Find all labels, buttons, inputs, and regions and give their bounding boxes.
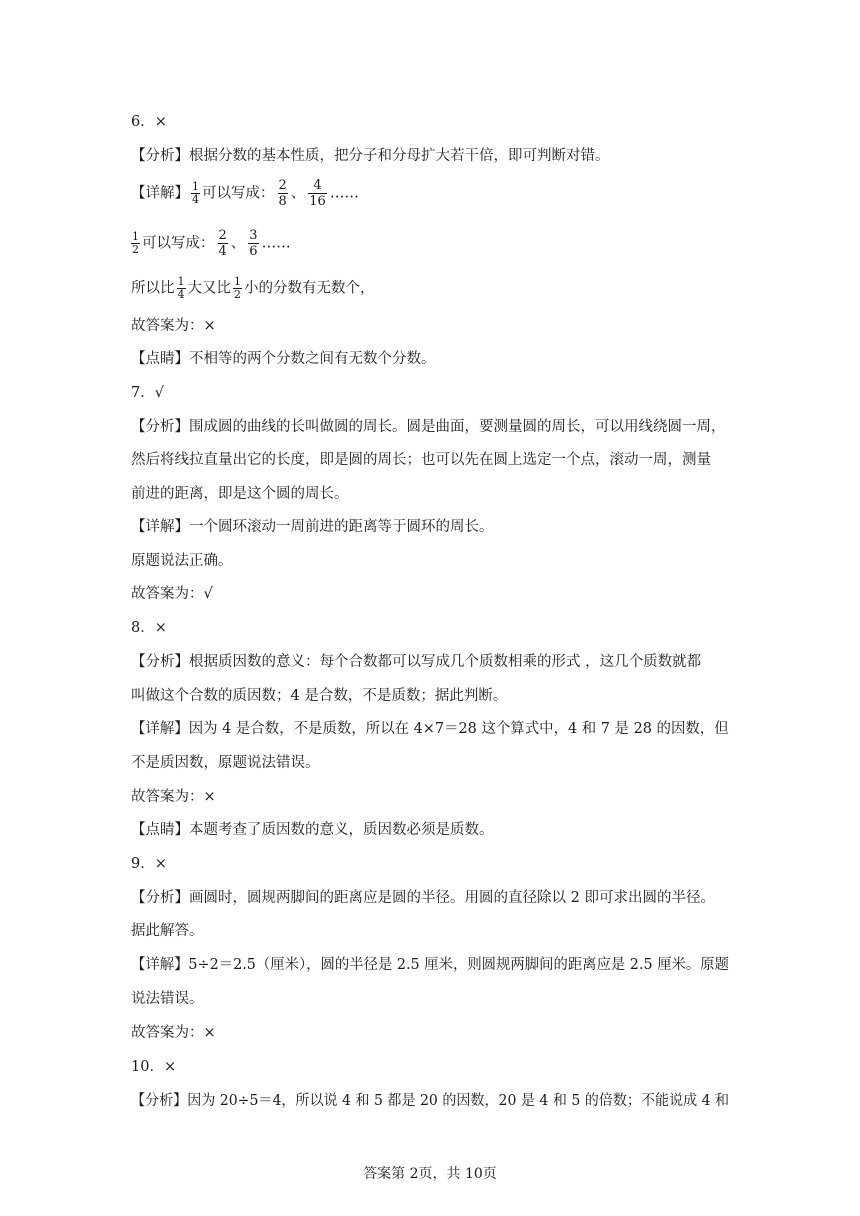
fraction-one-half: $\frac{1}{2}$ xyxy=(132,230,139,256)
q6-number: 6．× xyxy=(131,114,167,130)
ellipsis: …… xyxy=(261,235,291,252)
fraction-three-sixths: $\frac{3}{6}$ xyxy=(249,228,258,259)
fraction-two-eighths: $\frac{2}{8}$ xyxy=(278,178,287,209)
fraction-two-quarters: $\frac{2}{4}$ xyxy=(218,228,227,259)
q7-analysis-line-1: 【分析】围成圆的曲线的长叫做圆的周长。圆是曲面，要测量圆的周长，可以用线绕圆一周， xyxy=(131,419,726,435)
q8-answer: 故答案为：× xyxy=(131,789,216,805)
q10-analysis-line-1: 【分析】因为 20÷5＝4，所以说 4 和 5 都是 20 的因数，20 是 4 和 5 的倍数；不能说成 4 和 xyxy=(131,1093,730,1109)
q9-detail-line-2: 说法错误。 xyxy=(131,991,204,1007)
q9-number: 9．× xyxy=(131,856,167,872)
q9-analysis-line-1: 【分析】画圆时，圆规两脚间的距离应是圆的半径。用圆的直径除以 2 即可求出圆的半径。 xyxy=(131,890,715,906)
so-than-text: 所以比 xyxy=(131,280,175,297)
q7-detail: 【详解】一个圆环滚动一周前进的距离等于圆环的周长。 xyxy=(131,519,494,535)
q9-answer: 故答案为：× xyxy=(131,1025,216,1041)
q7-answer: 故答案为：√ xyxy=(131,586,213,602)
page-footer: 答案第 2页，共 10页 xyxy=(363,1166,497,1182)
q6-half-line xyxy=(131,228,291,259)
fraction-one-quarter: $\frac{1}{4}$ xyxy=(177,275,185,301)
ellipsis: …… xyxy=(329,185,359,202)
q9-analysis-line-2: 据此解答。 xyxy=(131,923,204,939)
q6-answer: 故答案为：× xyxy=(131,318,216,334)
separator: 、 xyxy=(230,235,246,252)
q6-analysis: 【分析】根据分数的基本性质，把分子和分母扩大若干倍，即可判断对错。 xyxy=(131,148,610,164)
q7-analysis-line-3: 前进的距离，即是这个圆的周长。 xyxy=(131,486,349,502)
fraction-four-sixteenths: $\frac{4}{16}$ xyxy=(309,178,326,209)
q7-analysis-line-2: 然后将线拉直量出它的长度，即是圆的周长；也可以先在圆上选定一个点，滚动一周，测量 xyxy=(131,452,711,468)
q6-conclusion-line xyxy=(131,276,375,301)
bigger-than-text: 大又比 xyxy=(187,280,231,297)
q8-analysis-line-1: 【分析】根据质因数的意义：每个合数都可以写成几个质数相乘的形式 ，这几个质数就都 xyxy=(131,654,702,670)
q8-detail-line-1: 【详解】因为 4 是合数，不是质数，所以在 4×7＝28 这个算式中，4 和 7 是 28 的因数，但 xyxy=(131,721,729,737)
q6-detail-line xyxy=(131,178,359,209)
q6-note: 【点睛】不相等的两个分数之间有无数个分数。 xyxy=(131,351,436,367)
q8-number: 8．× xyxy=(131,620,167,636)
separator: 、 xyxy=(290,185,306,202)
fraction-one-half: $\frac{1}{2}$ xyxy=(234,275,241,301)
q10-number: 10．× xyxy=(131,1059,177,1075)
q7-number: 7．√ xyxy=(131,385,164,401)
q8-detail-line-2: 不是质因数，原题说法错误。 xyxy=(131,755,320,771)
smaller-infinite-text: 小的分数有无数个， xyxy=(244,280,375,297)
q8-analysis-line-2: 叫做这个合数的质因数；4 是合数，不是质数；据此判断。 xyxy=(131,688,508,704)
fraction-one-quarter: $\frac{1}{4}$ xyxy=(192,180,199,206)
can-write-text: 可以写成： xyxy=(142,235,215,252)
q6-detail-prefix: 【详解】 xyxy=(131,185,189,202)
q7-conclusion: 原题说法正确。 xyxy=(131,553,233,569)
q9-detail-line-1: 【详解】5÷2＝2.5（厘米），圆的半径是 2.5 厘米，则圆规两脚间的距离应是 2.5 厘米。原题 xyxy=(131,957,729,973)
can-write-text: 可以写成： xyxy=(202,185,275,202)
q8-note: 【点睛】本题考查了质因数的意义，质因数必须是质数。 xyxy=(131,822,494,838)
